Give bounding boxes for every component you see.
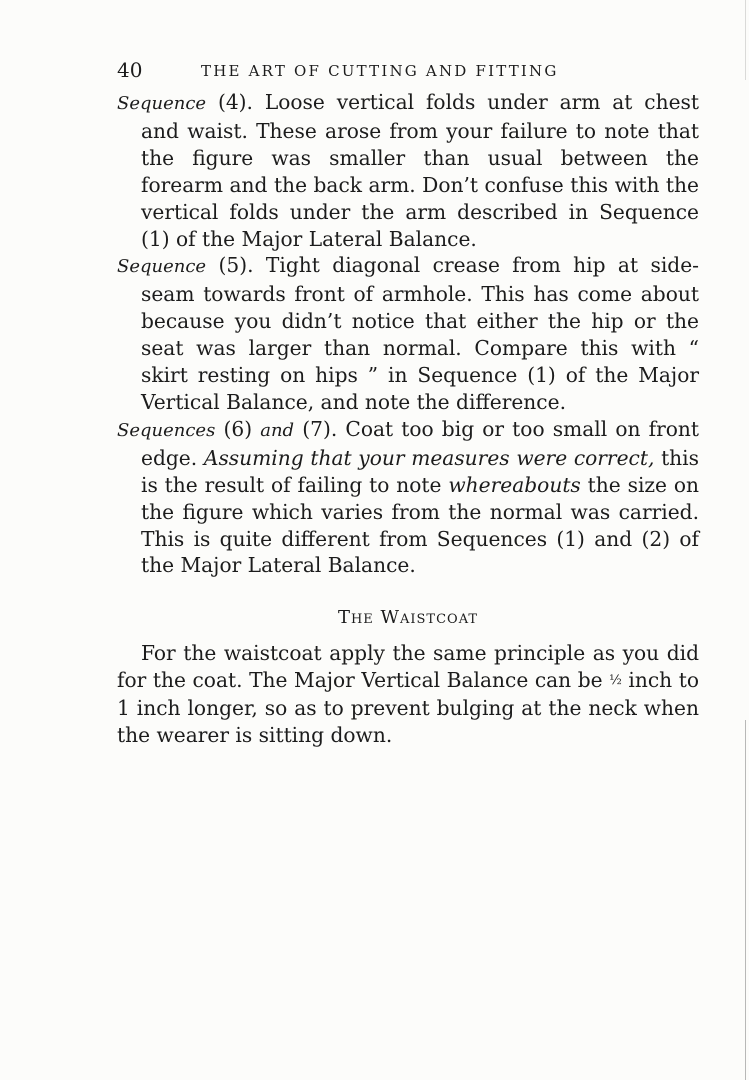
section-heading: The Waistcoat [337, 607, 479, 629]
body-text [117, 89, 699, 749]
entry-lead: Sequences [117, 419, 216, 441]
sequence-4-entry [117, 89, 699, 252]
entry-lead: Sequence [117, 256, 207, 278]
entry-text: Tight diagonal crease from hip at side-seam towards front of armhole. This has come about because you didn’t notice that either the hip or the seat was larger than normal. Compare this with “ skirt resting on hips ” in Sequence (1) of the Major Vertical Balance, and note the difference. [141, 253, 699, 414]
entry-number: (6) [223, 416, 253, 441]
entry-text-a: Coat too big or too small on front edge. [141, 416, 699, 470]
entry-text: Loose vertical folds under arm at chest and waist. These arose from your failure to note that the figure was smaller than usual between the forearm and the back arm. Don’t confuse this with the vertical folds under the arm described in Sequence (1) of the Major Lateral Balance. [141, 90, 700, 251]
entry-italic-b: whereabouts [448, 472, 581, 497]
sequences-6-7-entry [117, 416, 699, 579]
entry-text-c: the size on the figure which varies from the normal was carried. This is quite different from Sequences (1) and (2) of the Major Lateral Balance. [141, 472, 700, 578]
running-title: THE ART OF CUTTING AND FITTING [201, 62, 559, 80]
entry-lead: Sequence [117, 93, 207, 114]
sequence-5-entry [117, 252, 699, 415]
paragraph-text-b: inch to 1 inch longer, so as to prevent bulging at the neck when the wearer is sitting down. [117, 668, 700, 747]
entry-number-2: (7). [302, 416, 338, 441]
waistcoat-paragraph [117, 640, 699, 749]
page-number: 40 [117, 58, 143, 82]
entry-text-b: this is the result of failing to note [141, 445, 699, 497]
fraction: ½ [609, 673, 622, 689]
paragraph-text-a: For the waistcoat apply the same principle as you did for the coat. The Major Vertical Balance can be [117, 641, 699, 693]
page-edge-shadow-top [745, 0, 746, 80]
entry-italic-a: Assuming that your measures were correct, [203, 445, 655, 470]
entry-number: (4). [217, 90, 253, 114]
entry-number: (5). [218, 253, 254, 278]
entry-and: and [260, 419, 295, 441]
page-edge-shadow [745, 720, 746, 1080]
